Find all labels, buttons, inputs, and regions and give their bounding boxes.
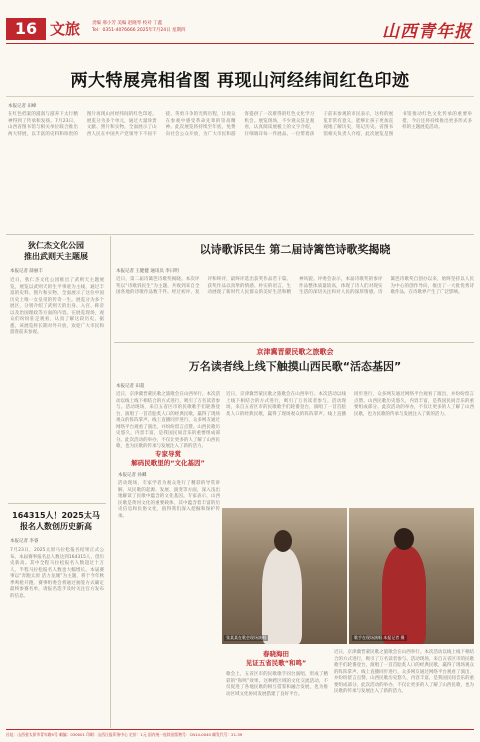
singer-head-left — [274, 530, 292, 552]
column-divider — [110, 236, 111, 728]
article3-byline: 本报记者 田超 — [116, 384, 145, 389]
left-article1-title: 狄仁杰文化公园 推出武则天主题展 — [24, 241, 88, 261]
box2-body: 歌会上，五省区市的民歌歌手同台演唱，形成了精彩的“和鸣”效果。这种跨区域的文化交流活动，不仅促进了各地民歌的相互借鉴和融合发展，也为推动区域文化协同发展搭建了良好平台。 — [226, 672, 328, 697]
section-name: 文旅 — [50, 20, 81, 38]
section-divider — [6, 234, 474, 235]
box1-byline: 本报记者 孙卿 — [118, 473, 147, 478]
article3-body-cont: 近日，京津冀晋蒙民歌之旅歌会在山西举行。本次活动以线上线下相结合的方式进行，吸引了万名读者参与。活动现场，来自五省区市的民歌歌手们轮番登台，演唱了一首首脍炙人口的经典民歌，赢得了现场观众的阵阵掌声。线上直播同步进行，众多网友通过网络平台观看了演出，并纷纷留言点赞。山西民歌历史悠久，内容丰富，是我国民间音乐的重要组成部分。此次活动的举办，不仅让更多的人了解了山西民歌，也为民歌的传承与发展注入了新的活力。 — [226, 392, 474, 417]
header-rule — [6, 43, 474, 44]
box1-title: 专家导赏 解码民歌里的“文化基因” — [131, 450, 205, 467]
box1-body: 活动现场，专家学者为观众进行了精彩的导赏讲解，从民歌的起源、发展、演变等方面，深入浅出地解读了民歌中蕴含的文化基因。专家表示，山西民歌是黄河文化的重要载体，其中蕴含着丰富的历史信息和民俗文化，值得我们深入挖掘和保护传承。 — [118, 481, 220, 519]
article3-body: 近日，京津冀晋蒙民歌之旅歌会在山西举行。本次活动以线上线下相结合的方式进行，吸引了万名读者参与。活动现场，来自五省区市的民歌歌手们轮番登台，演唱了一首首脍炙人口的经典民歌，赢得了现场观众的阵阵掌声。线上直播同步进行，众多网友通过网络平台观看了演出，并纷纷留言点赞。山西民歌历史悠久，内容丰富，是我国民间音乐的重要组成部分。此次活动的举办，不仅让更多的人了解了山西民歌，也为民歌的传承与发展注入了新的活力。 — [116, 392, 220, 449]
main-headline: 两大特展亮相省图 再现山河经纬间红色印迹 — [70, 71, 410, 91]
headline-rule — [6, 96, 474, 97]
singer-head-right — [394, 528, 414, 550]
singer-figure-left — [262, 548, 302, 644]
footer-rule — [6, 729, 474, 730]
editor-line: 责编 邢小芳 美编 赵晓琴 校对 丁鑫 — [92, 21, 163, 26]
singer-figure-right — [382, 546, 426, 644]
main-byline: 本报记者 田峰 — [8, 104, 37, 109]
left-article2-title: 164315人！2025太马 报名人数创历史新高 — [12, 511, 100, 531]
photo-split — [347, 508, 349, 644]
photo-caption-right: 歌手在现场演唱 本报记者 摄 — [354, 635, 405, 640]
main-article-body: 在红色档案的滋润与滋养下太行精神得到了传承和发扬。7月23日，山西省图书馆与相关单位联合推出两大特展，以丰富的史料和珍贵的图片再现山河经纬间的红色印迹。展览分为多个单元，通过大量珍贵文献、照片和实物，全面展示了山西人民在中国共产党领导下不屈不挠、英勇斗争的光辉历程，让观众在参观中感受革命先辈的崇高精神。此次展览将持续至年底，免费向社会公众开放，为广大市民和游客提供了一次难得的红色文化学习机会。展览现场，不少观众驻足观看，认真阅读展板上的文字介绍，仔细端详每一件展品。一位带着孩子前来参观的市民表示，这样的展览非常有意义，能够让孩子更加直观地了解历史，铭记历史。省图书馆相关负责人介绍，此次展览是图书馆推动红色文化传承的重要举措，今后还将持续推出更多形式多样的主题展览活动。 — [8, 112, 472, 137]
left-article2-byline: 本报记者 李睿 — [10, 539, 39, 544]
newspaper-logo: 山西青年报 — [382, 22, 472, 42]
left-divider — [8, 503, 106, 504]
article2-body: 近日，第二届诗篱笆诗歌奖揭晓。本次评奖以“诗歌诉民生”为主题，共收到来自全国各地的诗歌作品数千件。经过初评、复评和终评，最终评选出获奖作品若干篇。获奖作品以真挚的情感、朴实的语言，生动展现了新时代人民群众的美好生活和精神风貌。评委会表示，本届诗歌奖的参评作品整体质量较高，体现了诗人们对现实生活的深切关注和对人民的深厚情感。诗篱笆诗歌奖自创办以来，始终坚持以人民为中心的创作导向，推出了一大批优秀诗歌作品，在诗歌界产生了广泛影响。 — [116, 277, 474, 295]
article2-title: 以诗歌诉民生 第二届诗篱笆诗歌奖揭晓 — [199, 243, 391, 256]
left-article2-body: 7月23日，2025太原马拉松报名结果正式公布。本届赛事报名总人数达到164315人，创历史新高。其中全程马拉松报名人数超过十万人，半程马拉松报名人数也大幅增长。本届赛事以“奔跑太原 活力龙城”为主题，将于今年秋季鸣枪开跑，赛事组委会将通过抽签方式确定最终参赛名单，请报名选手及时关注官方发布的信息。 — [10, 548, 104, 599]
article2-byline: 本报记者 王健健 通讯员 李日明 — [116, 269, 179, 274]
article3-body-end: 近日，京津冀晋蒙民歌之旅歌会在山西举行。本次活动以线上线下相结合的方式进行，吸引了万名读者参与。活动现场，来自五省区市的民歌歌手们轮番登台，演唱了一首首脍炙人口的经典民歌，赢得了现场观众的阵阵掌声。线上直播同步进行，众多网友通过网络平台观看了演出，并纷纷留言点赞。山西民歌历史悠久，内容丰富，是我国民间音乐的重要组成部分。此次活动的举办，不仅让更多的人了解了山西民歌，也为民歌的传承与发展注入了新的活力。 — [334, 650, 474, 694]
left-article1-body: 近日，狄仁杰文化公园推出了武则天主题展览，展览以武则天的生平事迹为主线，通过丰富的史料、图片和实物，全面展示了这位中国历史上唯一女皇帝的传奇一生。展览分为多个展区，分别介绍了武则天的出身、入宫、称帝以及治国理政等方面的内容。在展览现场，观众们纷纷驻足观看，认真了解这段历史。据悉，该展览将长期对外开放，欢迎广大市民和游客前来参观。 — [10, 278, 104, 335]
article3-title: 万名读者线上线下触摸山西民歌“活态基因” — [188, 360, 402, 373]
contact-date-line: Tel：0351-4076666 2025年7月24日 星期四 — [92, 28, 186, 33]
page-number: 16 — [6, 18, 46, 40]
box2-title: 春晓海田 见证五省民歌“和鸣” — [245, 650, 307, 667]
article2-divider — [114, 342, 474, 343]
photo-caption-left: 张某某在歌会现场演唱 — [226, 635, 266, 640]
masthead-bar — [0, 0, 480, 42]
footer-info: 社址：山西省太原市青年路5号 邮编：030001 印刷：山西日报印务中心 定价：1元 国内统一连续出版物号：CN14-0040 邮发代号：21-39 — [6, 732, 243, 737]
article3-kicker: 京津冀晋蒙民歌之旅歌会 — [256, 348, 334, 356]
left-article1-byline: 本报记者 薛丽丰 — [10, 269, 43, 274]
performance-photos — [222, 508, 474, 644]
